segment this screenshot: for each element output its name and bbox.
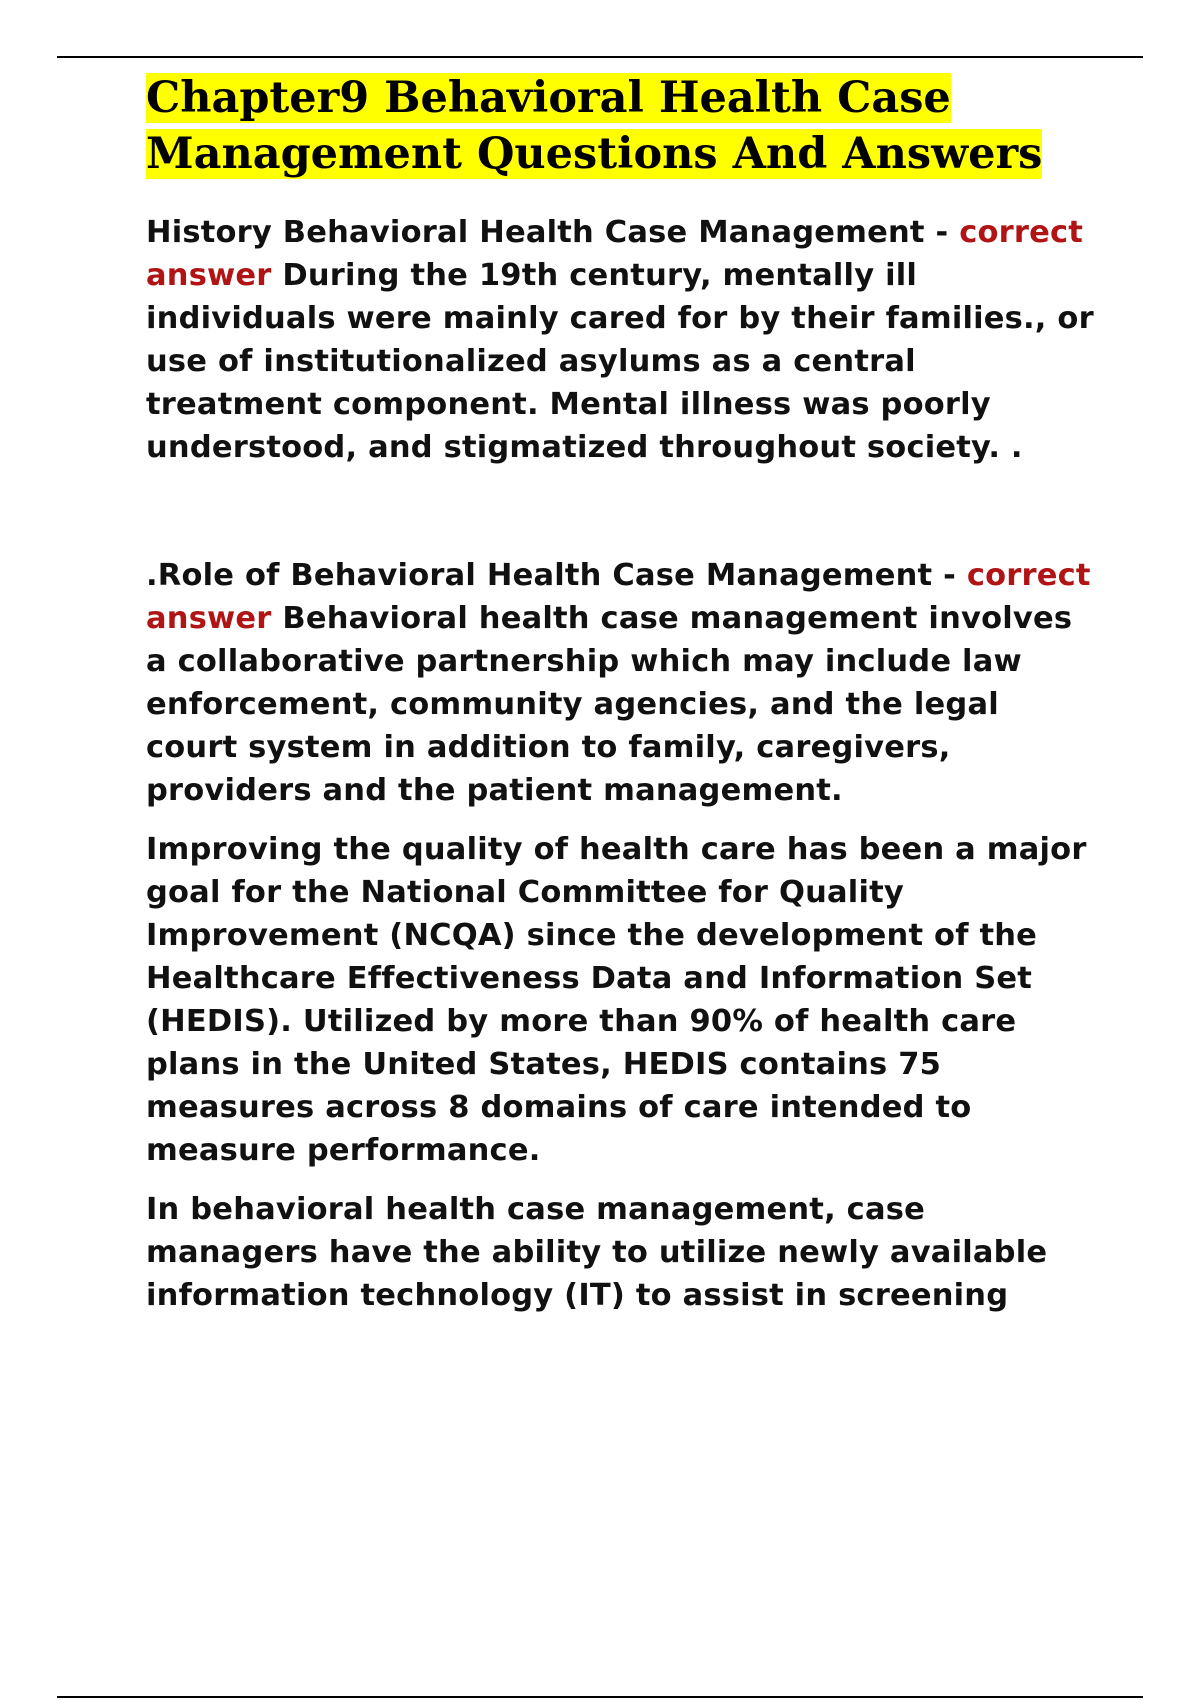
title-line-1: Chapter9 Behavioral Health Case: [146, 73, 951, 123]
top-rule: [57, 56, 1143, 58]
bottom-rule: [57, 1696, 1143, 1698]
answer-text: During the 19th century, mentally ill individuals were mainly cared for by their families., or use of institutionalized asylums as a central treatment component. Mental illness was poorly understood, and stigmatized throughout society. .: [146, 258, 1094, 465]
title-line-2: Management Questions And Answers: [146, 129, 1043, 179]
page-title: [146, 70, 1096, 182]
paragraph-it-screening: In behavioral health case management, case managers have the ability to utilize newly available information technology (IT) to assist in screening: [146, 1192, 1048, 1313]
qa-item-role: [146, 554, 1096, 812]
paragraph-hedis: Improving the quality of health care has been a major goal for the National Committee for Quality Improvement (NCQA) since the development of the Healthcare Effectiveness Data and Information Set (HEDIS). Utilized by more than 90% of health care plans in the United States, HEDIS contains 75 measures across 8 domains of care intended to measure performance.: [146, 832, 1087, 1168]
answer-text: Behavioral health case management involves a collaborative partnership which may include law enforcement, community agencies, and the legal court system in addition to family, caregivers, providers and the patient management.: [146, 601, 1073, 808]
question-text: .Role of Behavioral Health Case Management -: [146, 558, 967, 593]
correct-answer-label: correct answer: [146, 558, 1091, 636]
correct-answer-label: correct answer: [146, 215, 1084, 293]
page-content: [146, 70, 1096, 1317]
question-text: History Behavioral Health Case Management -: [146, 215, 960, 250]
qa-item-history: [146, 211, 1096, 469]
